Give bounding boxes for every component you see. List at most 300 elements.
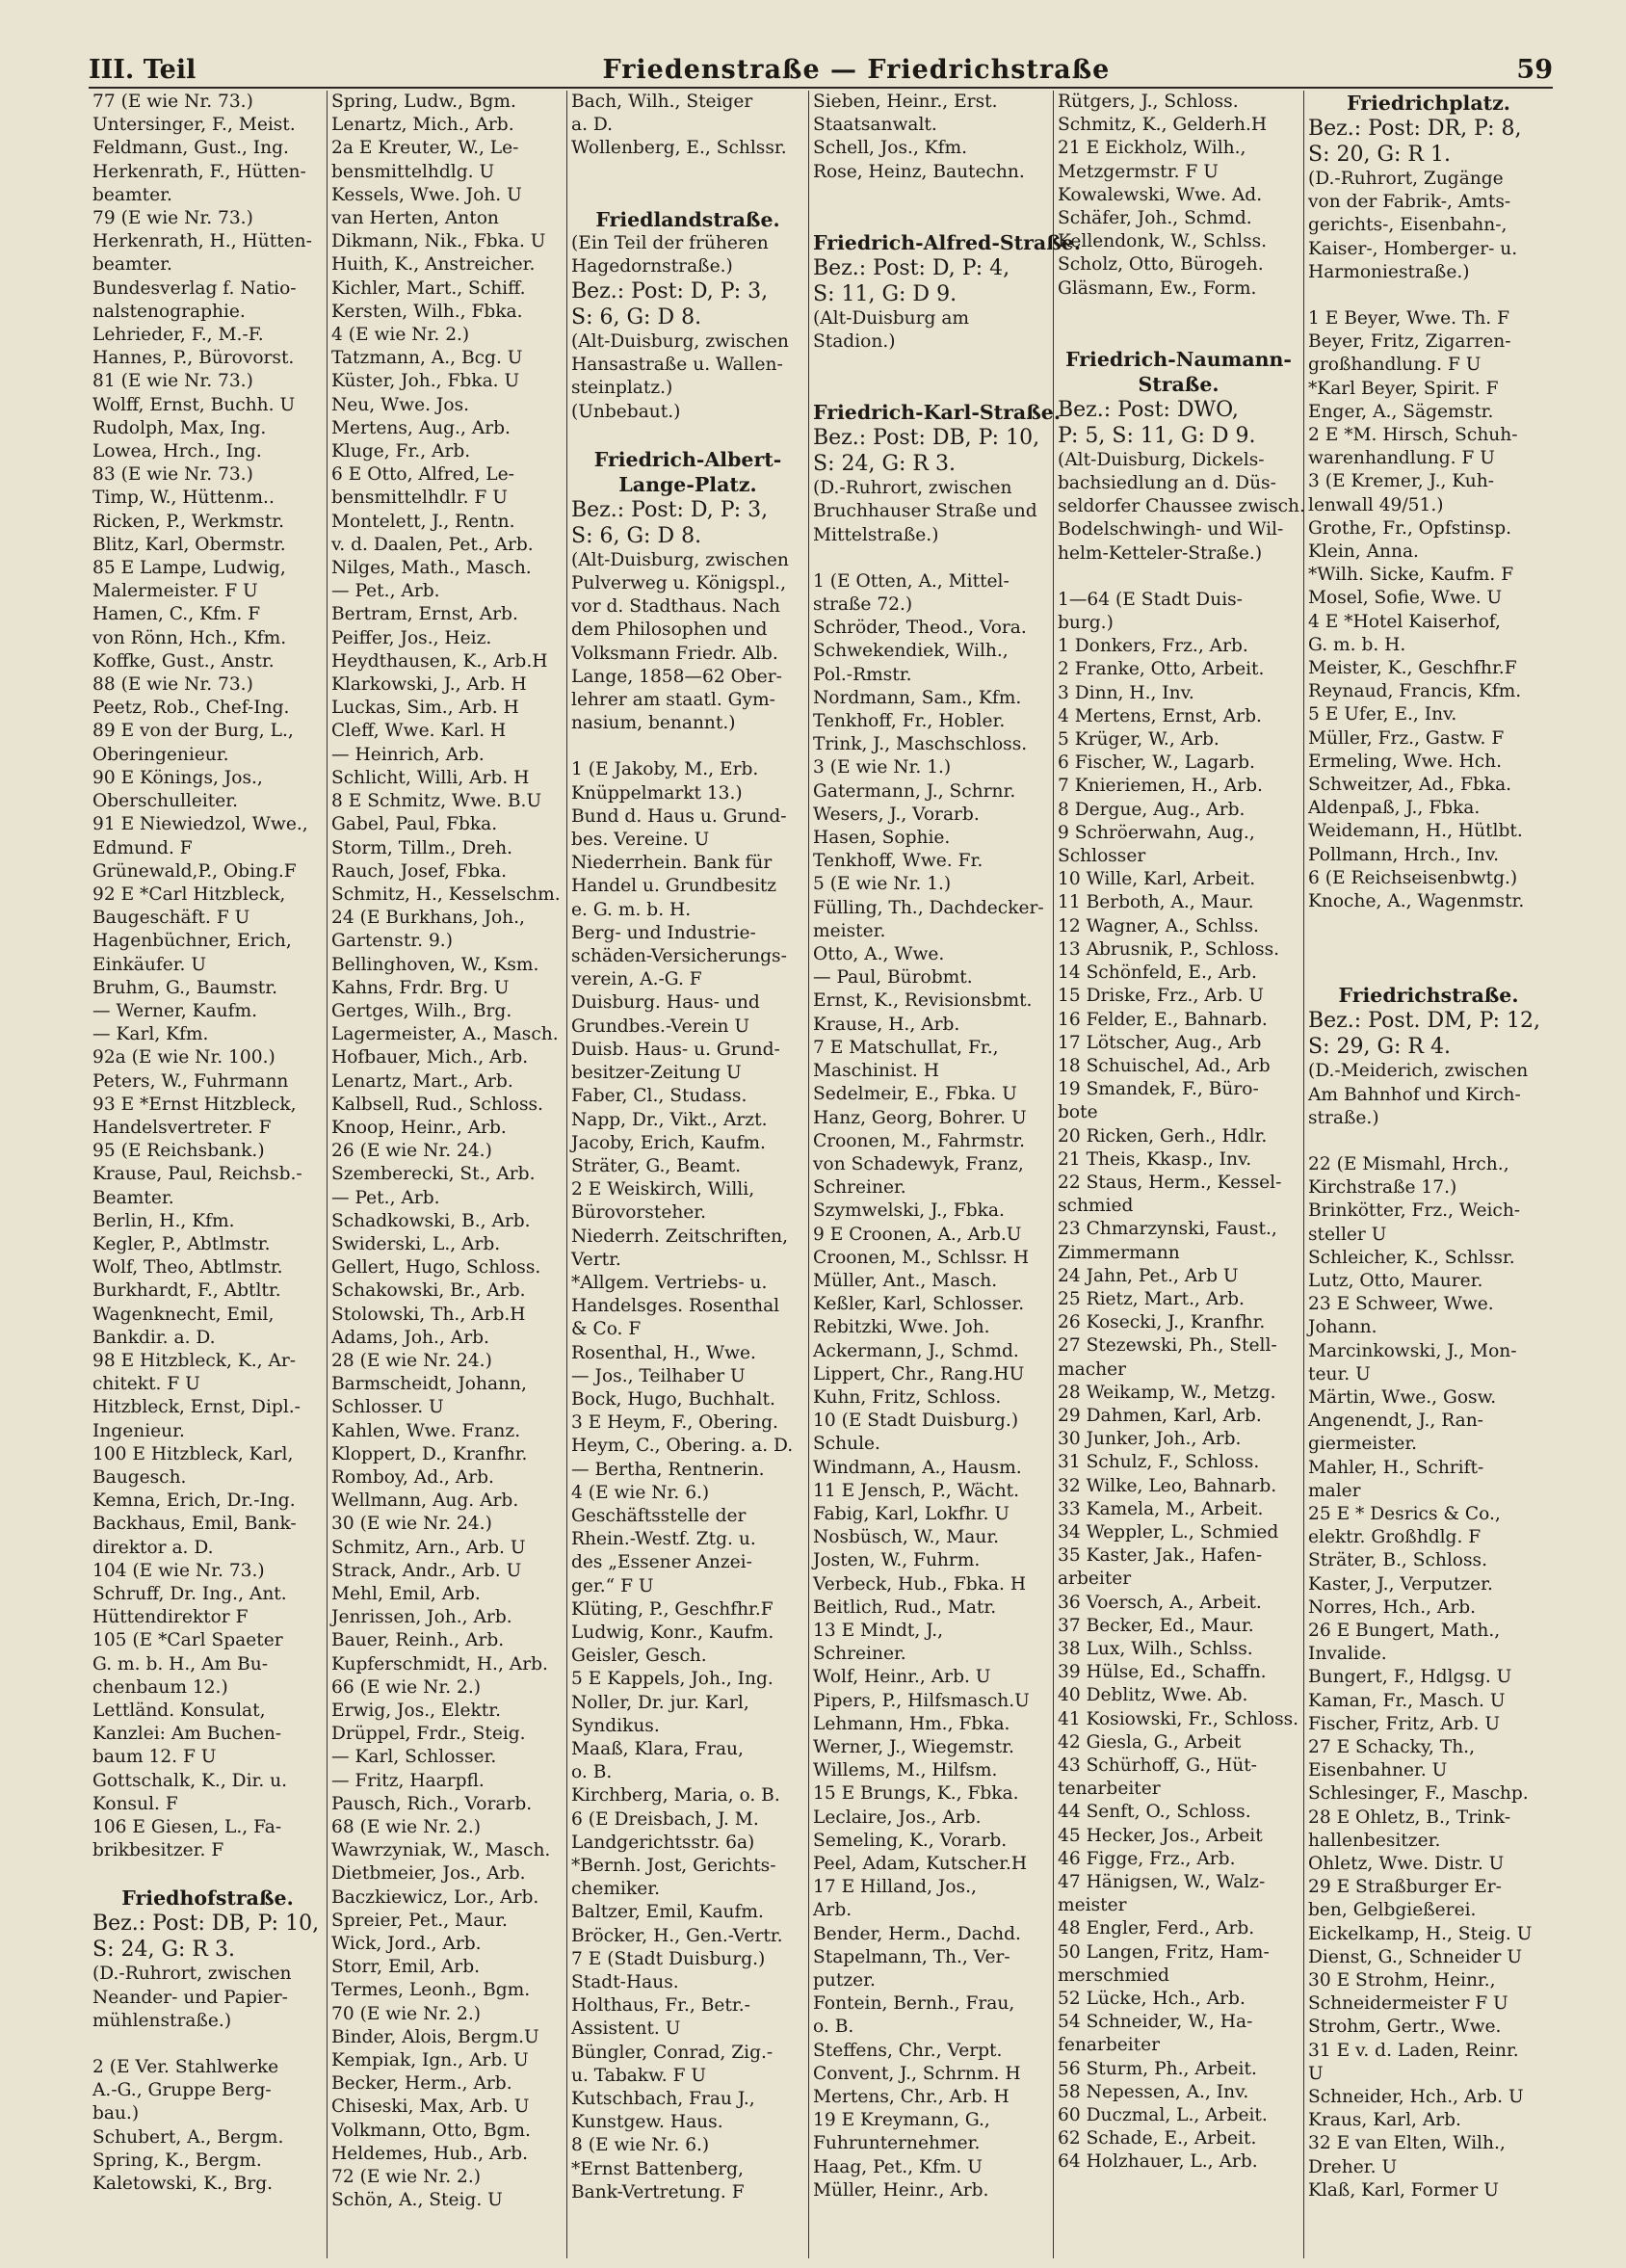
directory-entry: Storr, Emil, Arb. xyxy=(331,1957,481,1978)
district-info: S: 11, G: D 9. xyxy=(813,281,957,306)
directory-entry: Burkhardt, F., Abtltr. xyxy=(92,1280,281,1302)
directory-entry: (D.-Meiderich, zwischen xyxy=(1308,1061,1529,1082)
directory-entry: 40 Deblitz, Wwe. Ab. xyxy=(1058,1685,1248,1706)
directory-entry: & Co. F xyxy=(571,1319,642,1340)
directory-entry: Müller, Heinr., Arb. xyxy=(813,2179,989,2201)
directory-entry: 91 E Niewiedzol, Wwe., xyxy=(92,814,308,835)
directory-entry: bau.) xyxy=(92,2103,140,2124)
directory-entry: Norres, Hch., Arb. xyxy=(1308,1596,1477,1618)
directory-entry: schmied xyxy=(1058,1196,1134,1217)
directory-entry: chenbaum 12.) xyxy=(92,1676,228,1698)
directory-entry: 15 Driske, Frz., Arb. U xyxy=(1058,986,1264,1007)
street-heading: Straße. xyxy=(1138,372,1220,396)
district-info: P: 5, S: 11, G: D 9. xyxy=(1058,423,1256,448)
directory-entry: Kowalewski, Wwe. Ad. xyxy=(1058,184,1263,205)
directory-entry: Kahlen, Wwe. Franz. xyxy=(331,1420,521,1441)
directory-entry: 2 E Weiskirch, Willi, xyxy=(571,1179,755,1200)
directory-entry: 30 E Strohm, Heinr., xyxy=(1308,1970,1496,1991)
directory-entry: Kuhn, Fritz, Schloss. xyxy=(813,1386,1002,1408)
directory-entry: 100 E Hitzbleck, Karl, xyxy=(92,1443,294,1464)
directory-entry: Knoche, A., Wagenmstr. xyxy=(1308,891,1525,912)
street-heading: Friedlandstraße. xyxy=(595,207,780,231)
directory-entry: Kersten, Wilh., Fbka. xyxy=(331,301,523,322)
directory-entry: *Wilh. Sicke, Kaufm. F xyxy=(1308,565,1514,586)
directory-entry: Rhein.-Westf. Ztg. u. xyxy=(571,1529,756,1550)
directory-entry: Ackermann, J., Schmd. xyxy=(813,1340,1019,1361)
directory-entry: Kunstgew. Haus. xyxy=(571,2112,723,2133)
directory-entry: chemiker. xyxy=(571,1879,660,1900)
directory-entry: 3 (E Kremer, J., Kuh- xyxy=(1308,471,1495,492)
directory-entry: Trink, J., Maschschloss. xyxy=(813,734,1028,755)
directory-entry: Tenkhoff, Wwe. Fr. xyxy=(813,851,983,872)
directory-entry: Pollmann, Hrch., Inv. xyxy=(1308,844,1500,865)
directory-entry: Schneider, Hch., Arb. U xyxy=(1308,2087,1524,2108)
directory-entry: Brinkötter, Frz., Weich- xyxy=(1308,1200,1521,1222)
directory-entry: 5 (E wie Nr. 1.) xyxy=(813,874,952,895)
directory-entry: Edmund. F xyxy=(92,837,193,858)
directory-entry: — Heinrich, Arb. xyxy=(331,744,485,765)
directory-entry: Wesers, J., Vorarb. xyxy=(813,804,980,825)
directory-entry: Pulverweg u. Königspl., xyxy=(571,573,786,594)
directory-entry: 89 E von der Burg, L., xyxy=(92,721,294,742)
directory-entry: Szemberecki, St., Arb. xyxy=(331,1164,536,1185)
spacer xyxy=(813,377,1049,400)
directory-entry: Schreiner. xyxy=(813,1644,906,1665)
directory-entry: — Pet., Arb. xyxy=(331,581,440,602)
running-title: Friedenstraße — Friedrichstraße xyxy=(602,55,1111,85)
directory-entry: 28 E Ohletz, B., Trink- xyxy=(1308,1806,1511,1828)
street-heading: Friedrichstraße. xyxy=(1338,984,1519,1008)
directory-entry: 1 (E Otten, A., Mittel- xyxy=(813,570,1010,592)
directory-entry: Noller, Dr. jur. Karl, xyxy=(571,1692,749,1713)
directory-entry: Müller, Frz., Gastw. F xyxy=(1308,727,1505,749)
directory-entry: 98 E Hitzbleck, K., Ar- xyxy=(92,1350,297,1371)
directory-entry: Schlosser xyxy=(1058,846,1146,867)
directory-entry: 28 (E wie Nr. 24.) xyxy=(331,1350,492,1371)
directory-entry: Spring, Ludw., Bgm. xyxy=(331,92,516,112)
directory-entry: 106 E Giesen, L., Fa- xyxy=(92,1817,282,1838)
directory-entry: Sedelmeir, E., Fbka. U xyxy=(813,1084,1017,1105)
directory-entry: Fuhrunternehmer. xyxy=(813,2133,981,2154)
directory-entry: Drüppel, Frdr., Steig. xyxy=(331,1724,526,1745)
directory-entry: Konsul. F xyxy=(92,1793,178,1814)
directory-entry: *Karl Beyer, Spirit. F xyxy=(1308,378,1499,399)
directory-entry: Pol.-Rmstr. xyxy=(813,664,912,685)
directory-entry: Kichler, Mart., Schiff. xyxy=(331,277,526,299)
district-info: Bez.: Post: D, P: 3, xyxy=(571,279,769,304)
spacer xyxy=(1308,936,1549,960)
directory-entry: brikbesitzer. F xyxy=(92,1840,224,1861)
directory-entry: Adams, Joh., Arb. xyxy=(331,1327,489,1348)
directory-entry: 9 Schröerwahn, Aug., xyxy=(1058,822,1255,843)
directory-entry: Lange, 1858—62 Ober- xyxy=(571,666,782,687)
directory-entry: Handelsvertreter. F xyxy=(92,1117,272,1138)
directory-entry: Szymwelski, J., Fbka. xyxy=(813,1200,1005,1222)
directory-entry: Ohletz, Wwe. Distr. U xyxy=(1308,1854,1505,1874)
directory-entry: Schröder, Theod., Vora. xyxy=(813,618,1027,639)
directory-entry: A.-G., Gruppe Berg- xyxy=(92,2080,272,2101)
directory-entry: giermeister. xyxy=(1308,1434,1418,1455)
directory-entry: 25 Rietz, Mart., Arb. xyxy=(1058,1288,1245,1309)
directory-entry: 29 Dahmen, Karl, Arb. xyxy=(1058,1405,1262,1426)
directory-entry: Fülling, Th., Dachdecker- xyxy=(813,897,1044,918)
directory-entry: Hanz, Georg, Bohrer. U xyxy=(813,1107,1027,1128)
directory-entry: Einkäufer. U xyxy=(92,954,207,975)
spacer xyxy=(1308,1130,1549,1153)
directory-entry: Steffens, Chr., Verpt. xyxy=(813,2040,1003,2061)
directory-entry: Bach, Wilh., Steiger xyxy=(571,92,753,112)
directory-entry: Arb. xyxy=(813,1900,852,1921)
directory-entry: Schwekendiek, Wilh., xyxy=(813,641,1009,662)
directory-entry: dem Philosophen und xyxy=(571,620,768,641)
column-6 xyxy=(1304,91,1553,2258)
directory-entry: Bodelschwingh- und Wil- xyxy=(1058,519,1284,541)
directory-entry: Semeling, K., Vorarb. xyxy=(813,1830,1008,1851)
directory-entry: Kirchberg, Maria, o. B. xyxy=(571,1785,780,1806)
directory-entry: *Allgem. Vertriebs- u. xyxy=(571,1272,768,1293)
directory-entry: 54 Schneider, W., Ha- xyxy=(1058,2012,1253,2033)
directory-entry: 25 E * Desrics & Co., xyxy=(1308,1503,1501,1524)
directory-entry: 7 E (Stadt Duisburg.) xyxy=(571,1948,766,1969)
directory-entry: Romboy, Ad., Arb. xyxy=(331,1466,494,1488)
directory-entry: Schweitzer, Ad., Fbka. xyxy=(1308,775,1512,796)
directory-entry: Assistent. U xyxy=(571,2018,681,2040)
directory-entry: Duisb. Haus- u. Grund- xyxy=(571,1039,780,1060)
directory-entry: Reynaud, Francis, Kfm. xyxy=(1308,681,1522,702)
directory-entry: 3 (E wie Nr. 1.) xyxy=(813,757,952,778)
directory-entry: 12 Wagner, A., Schlss. xyxy=(1058,915,1259,936)
directory-entry: nasium, benannt.) xyxy=(571,713,736,734)
directory-entry: Kaster, J., Verputzer. xyxy=(1308,1573,1493,1595)
directory-entry: Hagedornstraße.) xyxy=(571,255,733,277)
directory-entry: Croonen, M., Schlssr. H xyxy=(813,1247,1030,1268)
directory-entry: ben, Gelbgießerei. xyxy=(1308,1900,1477,1921)
directory-entry: e. G. m. b. H. xyxy=(571,899,692,920)
directory-entry: Bundesverlag f. Natio- xyxy=(92,277,297,299)
directory-entry: Beamter. xyxy=(92,1187,174,1208)
directory-entry: Bankdir. a. D. xyxy=(92,1327,216,1348)
directory-entry: 24 Jahn, Pet., Arb U xyxy=(1058,1265,1239,1286)
directory-entry: Herkenrath, F., Hütten- xyxy=(92,161,306,182)
directory-entry: Schruff, Dr. Ing., Ant. xyxy=(92,1584,287,1604)
directory-entry: Stapelmann, Th., Ver- xyxy=(813,1946,1010,1967)
directory-entry: Tenkhoff, Fr., Hobler. xyxy=(813,711,1006,732)
directory-entry: (D.-Ruhrort, zwischen xyxy=(92,1964,292,1985)
directory-entry: 22 (E Mismahl, Hrch., xyxy=(1308,1153,1509,1174)
directory-entry: Mahler, H., Schrift- xyxy=(1308,1457,1484,1478)
directory-entry: Bauer, Reinh., Arb. xyxy=(331,1630,505,1651)
directory-entry: 1 (E Jakoby, M., Erb. xyxy=(571,759,759,780)
directory-entry: baum 12. F U xyxy=(92,1747,217,1768)
district-info: Bez.: Post: DR, P: 8, xyxy=(1308,117,1522,141)
directory-entry: Backhaus, Emil, Bank- xyxy=(92,1514,297,1535)
page-number: 59 xyxy=(1516,55,1553,85)
directory-entry: Kellendonk, W., Schlss. xyxy=(1058,231,1268,252)
directory-entry: Chiseski, Max, Arb. U xyxy=(331,2097,530,2118)
directory-entry: Hamen, C., Kfm. F xyxy=(92,604,261,625)
directory-entry: (D.-Ruhrort, zwischen xyxy=(813,478,1012,499)
directory-entry: Bürovorsteher. xyxy=(571,1202,707,1224)
directory-entry: G. m. b. H., Am Bu- xyxy=(92,1653,269,1675)
directory-entry: Küster, Joh., Fbka. U xyxy=(331,371,520,392)
directory-entry: (Alt-Duisburg, zwischen xyxy=(571,549,789,570)
directory-entry: Dietbmeier, Jos., Arb. xyxy=(331,1863,526,1885)
directory-entry: G. m. b. H. xyxy=(1308,634,1406,655)
directory-entry: Bröcker, H., Gen.-Vertr. xyxy=(571,1925,783,1946)
directory-entry: Lehmann, Hm., Fbka. xyxy=(813,1713,1010,1734)
directory-entry: 13 E Mindt, J., xyxy=(813,1620,944,1641)
directory-entry: Peel, Adam, Kutscher.H xyxy=(813,1854,1028,1874)
directory-entry: Handel u. Grundbesitz xyxy=(571,876,777,897)
directory-entry: 21 E Eickholz, Wilh., xyxy=(1058,138,1246,159)
directory-entry: Napp, Dr., Vikt., Arzt. xyxy=(571,1109,768,1130)
directory-entry: 8 (E wie Nr. 6.) xyxy=(571,2135,710,2156)
spacer xyxy=(813,354,1049,377)
directory-entry: bensmittelhdlg. U xyxy=(331,161,495,182)
directory-entry: Pausch, Rich., Vorarb. xyxy=(331,1793,533,1814)
directory-entry: v. d. Daalen, Pet., Arb. xyxy=(331,534,534,555)
directory-entry: 95 (E Reichsbank.) xyxy=(92,1141,265,1162)
directory-entry: (Alt-Duisburg, zwischen xyxy=(571,331,789,353)
directory-entry: (Ein Teil der früheren xyxy=(571,232,769,253)
directory-entry: (Alt-Duisburg am xyxy=(813,307,970,329)
directory-entry: 27 E Schacky, Th., xyxy=(1308,1736,1475,1757)
column-2 xyxy=(328,91,567,2258)
directory-entry: Stadt-Haus. xyxy=(571,1972,679,1993)
directory-entry: 19 Smandek, F., Büro- xyxy=(1058,1079,1259,1100)
directory-entry: warenhandlung. F U xyxy=(1308,448,1495,469)
directory-entry: großhandlung. F U xyxy=(1308,355,1482,376)
directory-entry: Heldemes, Hub., Arb. xyxy=(331,2143,529,2164)
directory-entry: 6 (E Reichseisenbwtg.) xyxy=(1308,867,1518,888)
directory-entry: van Herten, Anton xyxy=(331,208,499,229)
directory-entry: 6 Fischer, W., Lagarb. xyxy=(1058,752,1255,774)
spacer xyxy=(813,547,1049,570)
directory-entry: Rütgers, J., Schloss. xyxy=(1058,92,1239,112)
spacer xyxy=(813,184,1049,207)
directory-entry: Rauch, Josef, Fbka. xyxy=(331,860,507,882)
district-info: Bez.: Post: DB, P: 10, xyxy=(813,426,1040,451)
directory-entry: 4 (E wie Nr. 6.) xyxy=(571,1482,710,1503)
directory-entry: 6 E Otto, Alfred, Le- xyxy=(331,464,514,486)
directory-entry: beamter. xyxy=(92,184,172,205)
directory-entry: Schmitz, K., Gelderh.H xyxy=(1058,115,1268,136)
directory-entry: Wollenberg, E., Schlssr. xyxy=(571,138,787,159)
directory-entry: 105 (E *Carl Spaeter xyxy=(92,1630,283,1651)
directory-entry: 23 E Schweer, Wwe. xyxy=(1308,1294,1494,1315)
directory-entry: 47 Hänigsen, W., Walz- xyxy=(1058,1872,1266,1893)
directory-entry: 13 Abrusnik, P., Schloss. xyxy=(1058,938,1280,960)
street-heading: Friedrich-Albert- xyxy=(593,447,782,471)
directory-entry: Sträter, B., Schloss. xyxy=(1308,1550,1487,1571)
directory-entry: — Jos., Teilhaber U xyxy=(571,1365,746,1386)
directory-entry: 29 E Straßburger Er- xyxy=(1308,1877,1502,1898)
directory-entry: — Karl, Schlosser. xyxy=(331,1747,497,1768)
directory-entry: Schleicher, K., Schlssr. xyxy=(1308,1247,1515,1268)
spacer xyxy=(571,184,804,207)
directory-entry: Verbeck, Hub., Fbka. H xyxy=(813,1573,1027,1595)
spacer xyxy=(1058,301,1299,324)
directory-entry: Heydthausen, K., Arb.H xyxy=(331,650,548,672)
directory-entry: (D.-Ruhrort, Zugänge xyxy=(1308,169,1504,189)
directory-entry: helm-Ketteler-Straße.) xyxy=(1058,542,1263,564)
directory-entry: Otto, A., Wwe. xyxy=(813,944,945,965)
directory-entry: 4 (E wie Nr. 2.) xyxy=(331,325,470,346)
directory-entry: 8 E Schmitz, Wwe. B.U xyxy=(331,791,542,812)
directory-entry: Hannes, P., Bürovorst. xyxy=(92,348,295,369)
directory-entry: 88 (E wie Nr. 73.) xyxy=(92,674,253,696)
directory-entry: Wawrzyniak, W., Masch. xyxy=(331,1840,551,1861)
directory-entry: Bund d. Haus u. Grund- xyxy=(571,805,787,827)
directory-entry: 8 Dergue, Aug., Arb. xyxy=(1058,799,1246,820)
directory-entry: 33 Kamela, M., Arbeit. xyxy=(1058,1498,1264,1519)
directory-entry: Spreier, Pet., Maur. xyxy=(331,1910,508,1931)
directory-entry: 32 E van Elten, Wilh., xyxy=(1308,2133,1506,2154)
directory-entry: Kutschbach, Frau J., xyxy=(571,2089,755,2110)
directory-entry: 30 Junker, Joh., Arb. xyxy=(1058,1429,1242,1450)
directory-entry: Rosenthal, H., Wwe. xyxy=(571,1342,756,1363)
directory-entry: — Pet., Arb. xyxy=(331,1187,440,1208)
directory-entry: Wagenknecht, Emil, xyxy=(92,1304,275,1325)
directory-entry: elektr. Großhdlg. F xyxy=(1308,1527,1482,1548)
directory-entry: Peiffer, Jos., Heiz. xyxy=(331,627,492,648)
directory-entry: Krause, H., Arb. xyxy=(813,1014,960,1035)
directory-entry: 3 E Heym, F., Obering. xyxy=(571,1412,778,1434)
directory-entry: ger.“ F U xyxy=(571,1575,654,1596)
directory-entry: Schmitz, H., Kesselschm. xyxy=(331,883,561,905)
directory-entry: Krause, Paul, Reichsb.- xyxy=(92,1164,302,1185)
directory-entry: Bertram, Ernst, Arb. xyxy=(331,604,518,625)
directory-entry: Grothe, Fr., Opfstinsp. xyxy=(1308,517,1512,539)
directory-entry: 68 (E wie Nr. 2.) xyxy=(331,1817,482,1838)
directory-entry: Stolowski, Th., Arb.H xyxy=(331,1304,526,1325)
directory-entry: Geschäftsstelle der xyxy=(571,1505,747,1526)
directory-entry: 36 Voersch, A., Arbeit. xyxy=(1058,1592,1262,1613)
directory-entry: Vertr. xyxy=(571,1249,621,1270)
page-header xyxy=(89,46,1553,89)
district-info: Bez.: Post. DM, P: 12, xyxy=(1308,1009,1541,1034)
spacer xyxy=(1058,566,1299,589)
directory-entry: (Alt-Duisburg, Dickels- xyxy=(1058,449,1265,470)
directory-entry: Baugesch. xyxy=(92,1466,187,1488)
street-heading: Friedhofstraße. xyxy=(121,1886,294,1911)
directory-entry: Kegler, P., Abtlmstr. xyxy=(92,1233,271,1254)
directory-entry: 26 E Bungert, Math., xyxy=(1308,1620,1501,1641)
directory-entry: Schell, Jos., Kfm. xyxy=(813,138,968,159)
street-heading: Friedrich-Naumann- xyxy=(1065,347,1292,371)
directory-entry: Weidemann, H., Hütlbt. xyxy=(1308,821,1523,842)
directory-entry: 7 E Matschullat, Fr., xyxy=(813,1037,999,1058)
directory-entry: Kaletowski, K., Brg. xyxy=(92,2174,274,2195)
directory-entry: des „Essener Anzei- xyxy=(571,1552,752,1573)
directory-entry: Rose, Heinz, Bautechn. xyxy=(813,161,1025,182)
directory-entry: 14 Schönfeld, E., Arb. xyxy=(1058,963,1257,984)
directory-entry: lenwall 49/51.) xyxy=(1308,494,1444,515)
directory-entry: Strack, Andr., Arb. U xyxy=(331,1560,522,1581)
directory-entry: 32 Wilke, Leo, Bahnarb. xyxy=(1058,1475,1277,1496)
directory-entry: Handelsges. Rosenthal xyxy=(571,1296,780,1317)
directory-entry: Grundbes.-Verein U xyxy=(571,1015,750,1037)
directory-entry: 26 (E wie Nr. 24.) xyxy=(331,1141,492,1162)
directory-entry: Schule. xyxy=(813,1434,880,1455)
directory-entry: Feldmann, Gust., Ing. xyxy=(92,138,289,159)
directory-entry: Lehrieder, F., M.-F. xyxy=(92,325,264,346)
directory-entry: Volksmann Friedr. Alb. xyxy=(571,643,778,664)
directory-entry: Dikmann, Nik., Fbka. U xyxy=(331,231,546,252)
directory-entry: Lenartz, Mart., Arb. xyxy=(331,1070,513,1092)
directory-entry: 31 Schulz, F., Schloss. xyxy=(1058,1452,1260,1473)
directory-entry: Strohm, Gertr., Wwe. xyxy=(1308,2017,1502,2038)
directory-entry: 1 E Beyer, Wwe. Th. F xyxy=(1308,308,1510,330)
directory-entry: Eickelkamp, H., Steig. U xyxy=(1308,1923,1533,1944)
directory-entry: Knüppelmarkt 13.) xyxy=(571,782,743,804)
directory-entry: Schadkowski, B., Arb. xyxy=(331,1210,531,1231)
directory-entry: Schön, A., Steig. U xyxy=(331,2190,503,2211)
directory-entry: Schneidermeister F U xyxy=(1308,1993,1508,2015)
directory-entry: bachsiedlung an d. Düs- xyxy=(1058,473,1276,494)
directory-entry: Enger, A., Sägemstr. xyxy=(1308,401,1494,422)
directory-entry: Schubert, A., Bergm. xyxy=(92,2126,284,2148)
directory-entry: 72 (E wie Nr. 2.) xyxy=(331,2167,482,2188)
directory-entry: 22 Staus, Herm., Kessel- xyxy=(1058,1172,1282,1193)
column-5 xyxy=(1054,91,1304,2258)
directory-entry: Erwig, Jos., Elektr. xyxy=(331,1701,501,1722)
directory-entry: 83 (E wie Nr. 73.) xyxy=(92,464,253,486)
directory-entry: Kaman, Fr., Masch. U xyxy=(1308,1690,1506,1711)
directory-entry: Holthaus, Fr., Betr.- xyxy=(571,1995,750,2017)
directory-entry: 16 Felder, E., Bahnarb. xyxy=(1058,1009,1268,1030)
directory-entry: Marcinkowski, J., Mon- xyxy=(1308,1340,1517,1361)
directory-entry: 66 (E wie Nr. 2.) xyxy=(331,1676,482,1698)
directory-entry: Gabel, Paul, Fbka. xyxy=(331,814,498,835)
directory-entry: Angenendt, J., Ran- xyxy=(1308,1411,1483,1432)
directory-entry: vor d. Stadthaus. Nach xyxy=(571,596,781,618)
directory-entry: o. B. xyxy=(571,1762,613,1783)
directory-entry: von der Fabrik-, Amts- xyxy=(1308,192,1511,213)
directory-entry: chitekt. F U xyxy=(92,1374,200,1395)
directory-entry: 20 Ricken, Gerh., Hdlr. xyxy=(1058,1125,1268,1147)
directory-entry: Metzgermstr. F U xyxy=(1058,161,1219,182)
directory-entry: 44 Senft, O., Schloss. xyxy=(1058,1802,1251,1823)
directory-entry: Bruhm, G., Baumstr. xyxy=(92,977,278,998)
directory-entry: 19 E Kreymann, G., xyxy=(813,2110,990,2131)
directory-entry: Gottschalk, K., Dir. u. xyxy=(92,1770,288,1791)
directory-entry: Berg- und Industrie- xyxy=(571,922,756,943)
directory-entry: Kessels, Wwe. Joh. U xyxy=(331,184,522,205)
directory-entry: macher xyxy=(1058,1358,1126,1380)
directory-entry: Jenrissen, Joh., Arb. xyxy=(331,1607,512,1628)
directory-entry: 17 E Hilland, Jos., xyxy=(813,1877,977,1898)
directory-entry: 60 Duczmal, L., Arbeit. xyxy=(1058,2105,1268,2126)
directory-entry: Binder, Alois, Bergm.U xyxy=(331,2026,539,2047)
directory-entry: Beitlich, Rud., Matr. xyxy=(813,1596,997,1618)
directory-entry: Gellert, Hugo, Schloss. xyxy=(331,1257,541,1279)
directory-entry: 90 E Könings, Jos., xyxy=(92,767,263,788)
directory-entry: Eisenbahner. U xyxy=(1308,1760,1448,1781)
directory-entry: Lettländ. Konsulat, xyxy=(92,1701,266,1722)
spacer xyxy=(571,424,804,447)
directory-entry: Hasen, Sophie. xyxy=(813,828,951,849)
directory-entry: Untersinger, F., Meist. xyxy=(92,115,296,136)
street-heading: Friedrich-Alfred-Straße. xyxy=(813,230,1081,254)
directory-entry: Baczkiewicz, Lor., Arb. xyxy=(331,1886,539,1908)
directory-entry: Landgerichtsstr. 6a) xyxy=(571,1832,755,1853)
directory-entry: Nilges, Math., Masch. xyxy=(331,558,532,579)
directory-entry: 81 (E wie Nr. 73.) xyxy=(92,371,253,392)
directory-entry: steinplatz.) xyxy=(571,378,673,399)
directory-entry: bes. Vereine. U xyxy=(571,830,710,851)
directory-entry: 46 Figge, Frz., Arb. xyxy=(1058,1848,1236,1869)
